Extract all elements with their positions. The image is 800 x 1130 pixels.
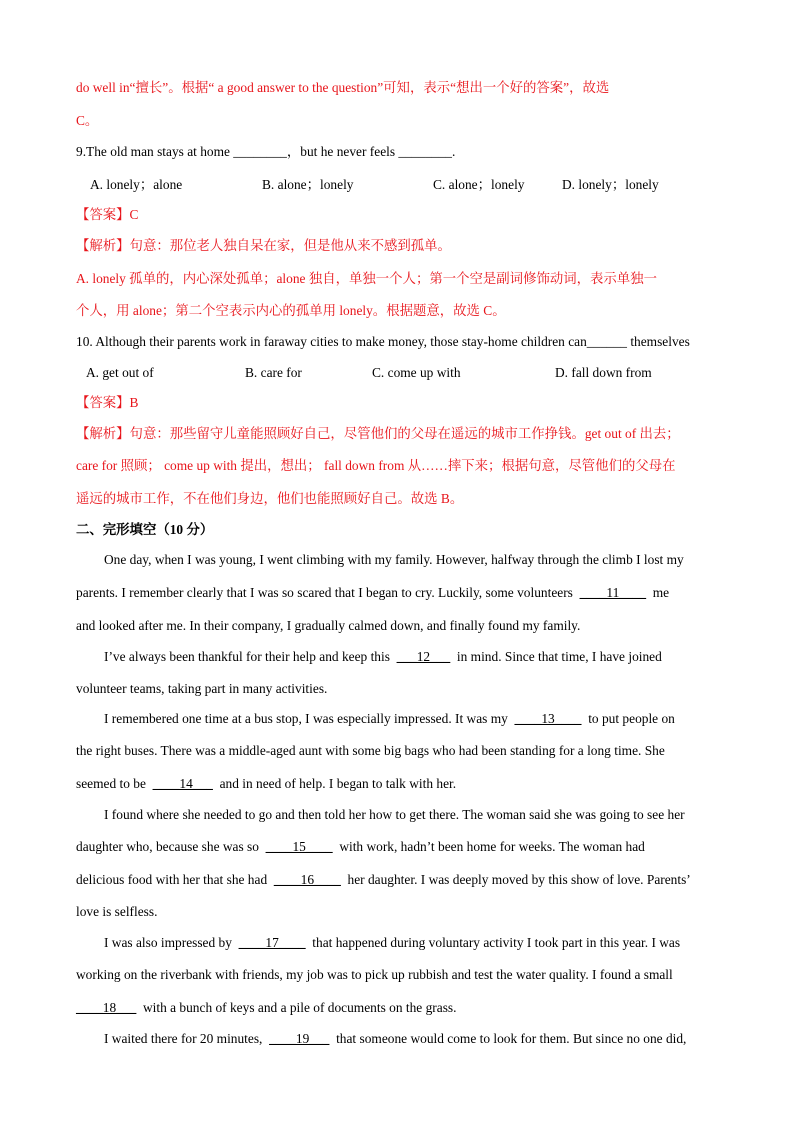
p6-line1: I waited there for 20 minutes, ____19___ that someone would come to look for them. But since no one did, (104, 1031, 687, 1046)
blank-19: ____19___ (269, 1031, 330, 1046)
q9-stem: 9.The old man stays at home ________，but he never feels ________. (76, 144, 456, 159)
p5-line1: I was also impressed by ____17____ that happened during voluntary activity I took part in this year. I was (104, 935, 681, 950)
q10-answer: 【答案】B (76, 395, 139, 410)
q9-option-c: C. alone；lonely (433, 177, 525, 192)
p2-line1: I’ve always been thankful for their help and keep this ___12___ in mind. Since that time, I have joined (104, 649, 662, 664)
q10-option-b: B. care for (245, 365, 302, 380)
p4-line1: I found where she needed to go and then told her how to get there. The woman said she was going to see her (104, 807, 685, 822)
p5-line2: working on the riverbank with friends, my job was to pick up rubbish and test the water quality. I found a small (76, 967, 673, 982)
blank-16: ____16____ (273, 872, 341, 887)
blank-15: ____15____ (265, 839, 333, 854)
q9-option-b: B. alone；lonely (262, 177, 354, 192)
q9-option-a: A. lonely；alone (90, 177, 183, 192)
q9-analysis-3: 个人，用 alone；第二个空表示内心的孤单用 lonely。根据题意，故选 C。 (76, 303, 506, 318)
q10-option-c: C. come up with (372, 365, 461, 380)
q10-stem: 10. Although their parents work in faraway cities to make money, those stay-home children can______ themselves (76, 334, 690, 349)
p3-line3: seemed to be ____14___ and in need of help. I began to talk with her. (76, 776, 457, 791)
q9-answer: 【答案】C (76, 207, 139, 222)
p3-line1: I remembered one time at a bus stop, I was especially impressed. It was my ____13____ to put people on (104, 711, 675, 726)
p1-line3: and looked after me. In their company, I gradually calmed down, and finally found my family. (76, 618, 581, 633)
q9-analysis-2: A. lonely 孤单的，内心深处孤单；alone 独自，单独一个人；第一个空是副词修饰动词，表示单独一 (76, 271, 657, 286)
q10-analysis-2: care for 照顾； come up with 提出，想出； fall down from 从……摔下来；根据句意，尽管他们的父母在 (76, 458, 676, 473)
p4-line3: delicious food with her that she had ____16____ her daughter. I was deeply moved by this show of love. Parents’ (76, 872, 691, 887)
blank-14: ____14___ (152, 776, 213, 791)
blank-18: ____18___ (76, 1000, 137, 1015)
p2-line2: volunteer teams, taking part in many activities. (76, 681, 328, 696)
blank-11: ____11____ (579, 585, 647, 600)
q8-analysis-line1: do well in“擅长”。根据“ a good answer to the question”可知，表示“想出一个好的答案”，故选 (76, 80, 610, 95)
q10-analysis-3: 遥远的城市工作，不在他们身边，他们也能照顾好自己。故选 B。 (76, 491, 464, 506)
q10-analysis-1: 【解析】句意：那些留守儿童能照顾好自己，尽管他们的父母在遥远的城市工作挣钱。get out of 出去； (76, 426, 680, 441)
p5-line3: ____18___ with a bunch of keys and a pile of documents on the grass. (76, 1000, 457, 1015)
p1-line2: parents. I remember clearly that I was so scared that I began to cry. Luckily, some volunteers ____11____ me (76, 585, 670, 600)
q8-analysis-line2: C。 (76, 113, 99, 128)
q9-analysis-1: 【解析】句意：那位老人独自呆在家，但是他从来不感到孤单。 (76, 238, 451, 253)
blank-12: ___12___ (396, 649, 451, 664)
p4-line2: daughter who, because she was so ____15____ with work, hadn’t been home for weeks. The woman had (76, 839, 645, 854)
q9-option-d: D. lonely；lonely (562, 177, 659, 192)
q10-option-a: A. get out of (86, 365, 154, 380)
p1-line1: One day, when I was young, I went climbing with my family. However, halfway through the climb I lost my (104, 552, 684, 567)
q10-option-d: D. fall down from (555, 365, 652, 380)
p4-line4: love is selfless. (76, 904, 158, 919)
blank-17: ____17____ (238, 935, 306, 950)
p3-line2: the right buses. There was a middle-aged aunt with some big bags who had been standing for a long time. She (76, 743, 665, 758)
section-title: 二、完形填空（10 分） (76, 522, 214, 537)
blank-13: ____13____ (514, 711, 582, 726)
